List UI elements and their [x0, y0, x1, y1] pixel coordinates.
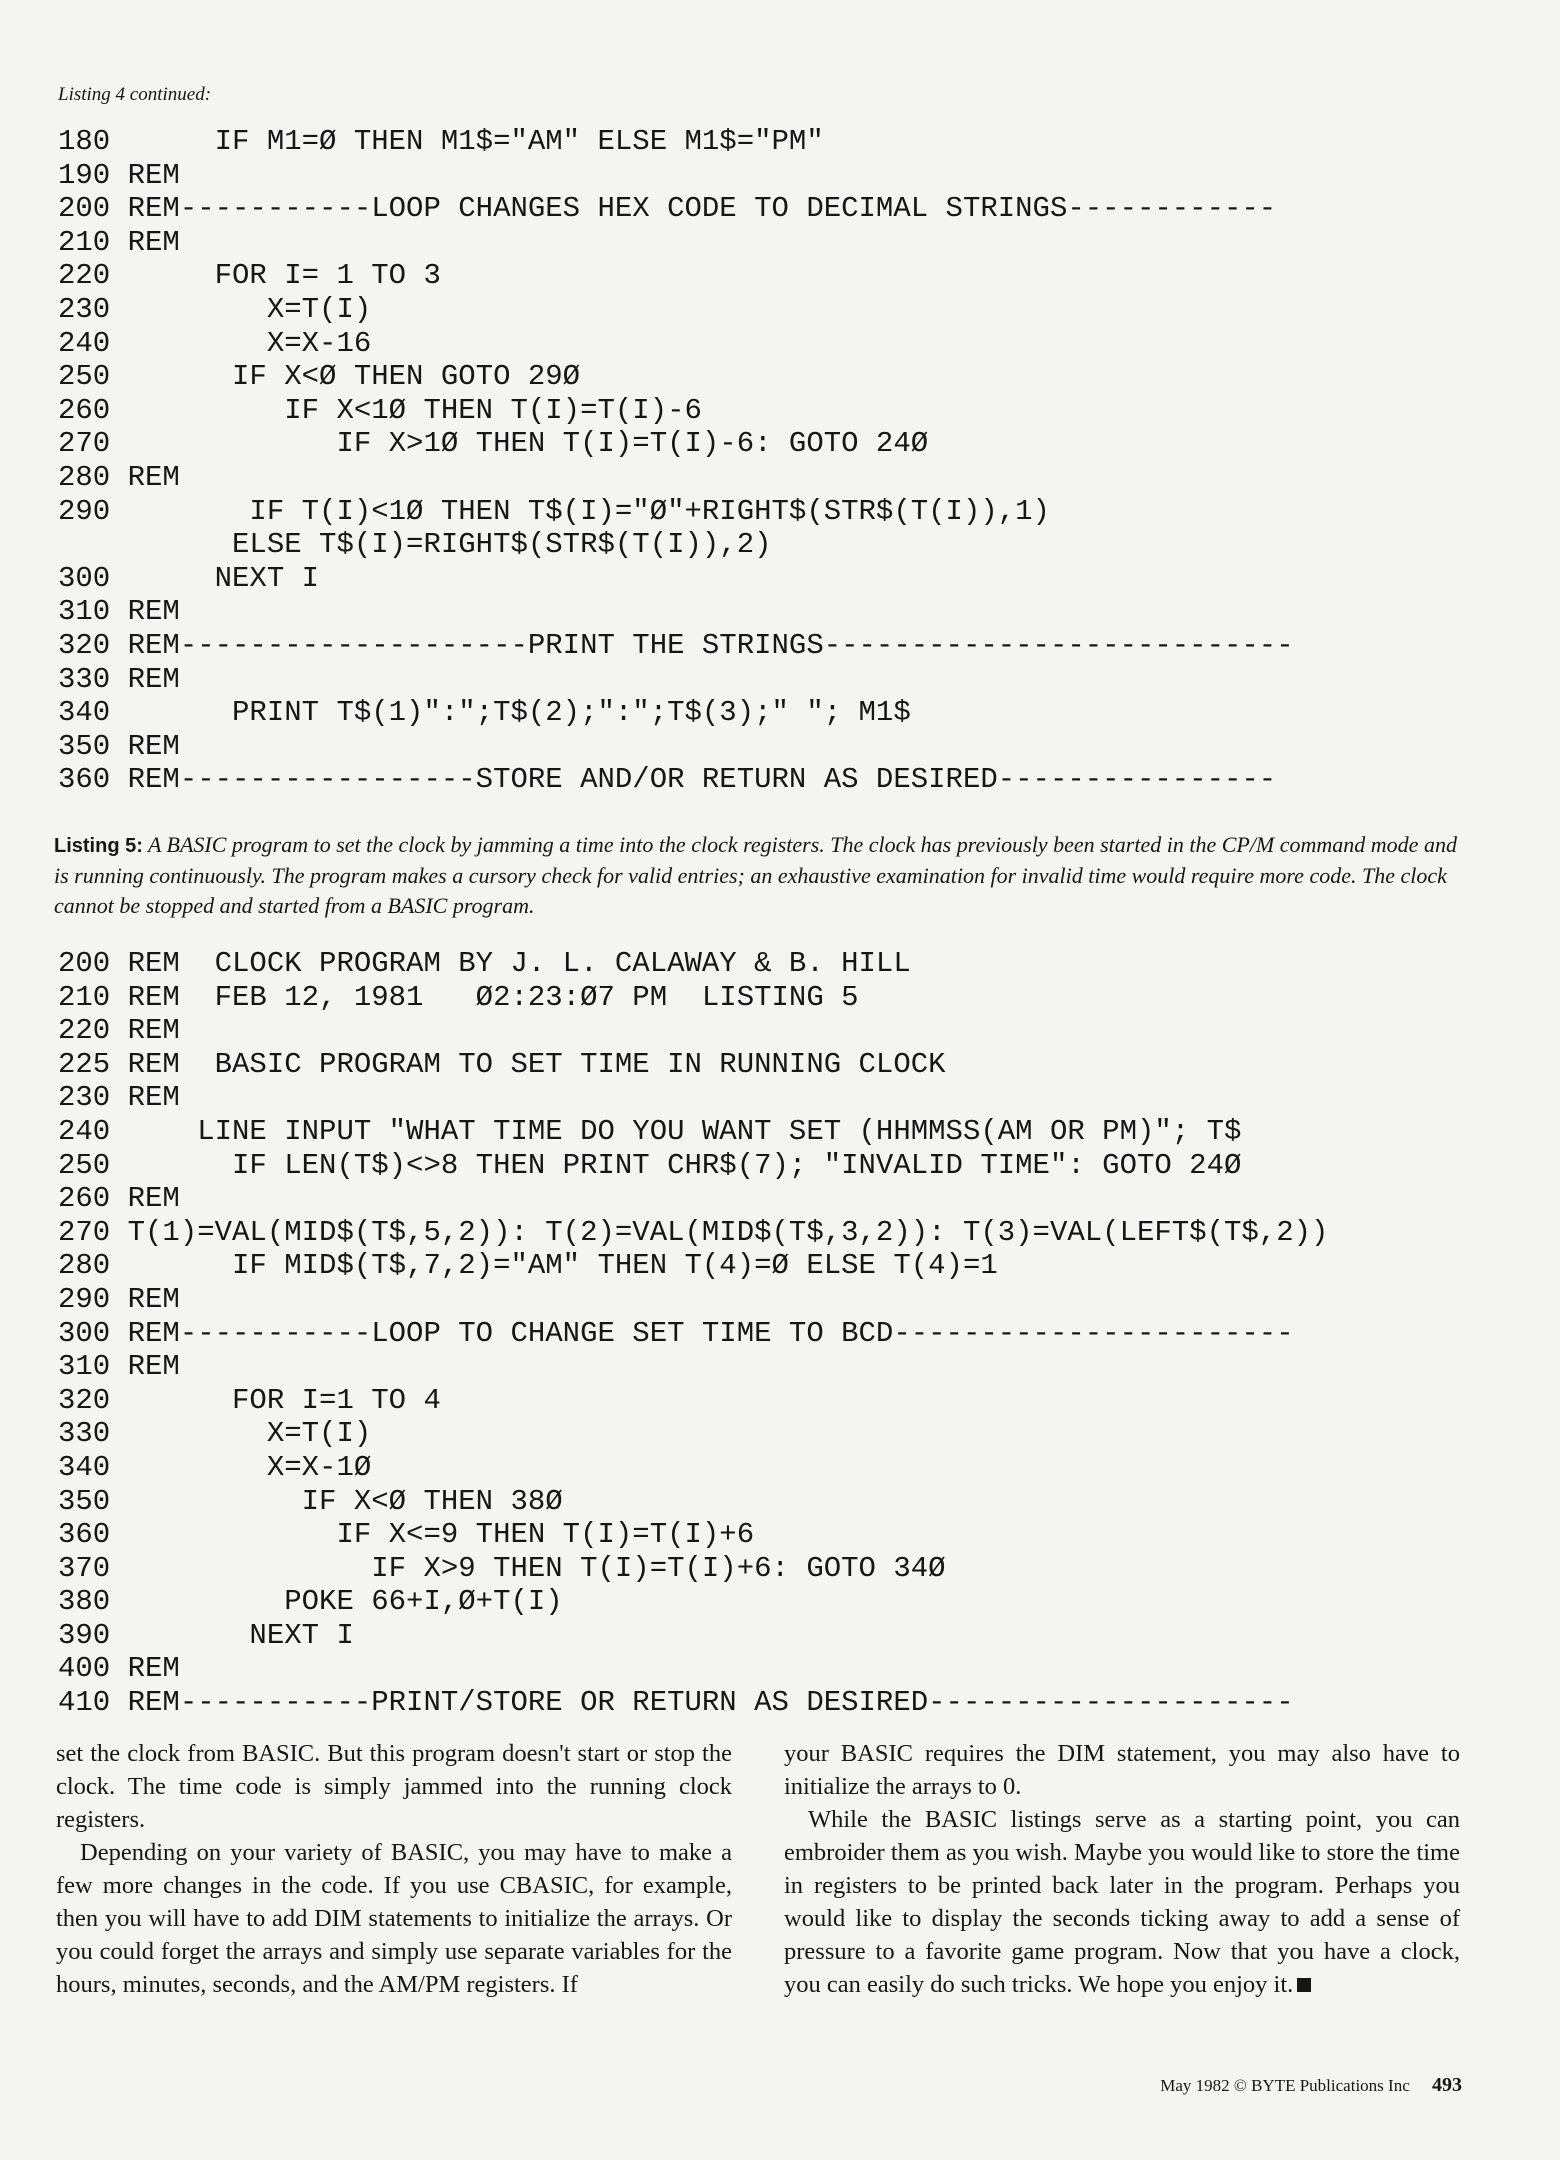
body-paragraph-text: While the BASIC listings serve as a starting point, you can embroider them as you wish. Maybe you would like to store the time in registers to be printed back later in the program. Perhaps you would like to display the seconds ticking away to add a sense of pressure to a favorite game program. Now that you have a clock, you can easily do such tricks. We hope you enjoy it.	[784, 1806, 1460, 1998]
code-line: 220 REM	[58, 1014, 180, 1048]
code-line: 210 REM	[58, 225, 180, 259]
code-line: 270 IF X>1Ø THEN T(I)=T(I)-6: GOTO 24Ø	[58, 427, 929, 461]
code-line: 210 REM FEB 12, 1981 Ø2:23:Ø7 PM LISTING 5	[58, 980, 859, 1014]
code-line: 240 X=X-16	[58, 326, 372, 360]
code-line: 280 IF MID$(T$,7,2)="AM" THEN T(4)=Ø ELSE T(4)=1	[58, 1249, 998, 1283]
code-line: 310 REM	[58, 595, 180, 629]
code-line: 300 REM-----------LOOP TO CHANGE SET TIME TO BCD-----------------------	[58, 1316, 1294, 1350]
footer-credit: May 1982 © BYTE Publications Inc	[1160, 2076, 1410, 2095]
code-line: 240 LINE INPUT "WHAT TIME DO YOU WANT SET (HHMMSS(AM OR PM)"; T$	[58, 1114, 1242, 1148]
code-line: 220 FOR I= 1 TO 3	[58, 259, 441, 293]
code-line: ELSE T$(I)=RIGHT$(STR$(T(I)),2)	[58, 528, 772, 562]
page-number: 493	[1432, 2074, 1462, 2096]
listing-5-caption	[54, 830, 1464, 921]
code-line: 350 REM	[58, 729, 180, 763]
body-paragraph: your BASIC requires the DIM statement, you may also have to initialize the arrays to 0.	[784, 1740, 1460, 1800]
code-line: 340 PRINT T$(1)":";T$(2);":";T$(3);" "; M1$	[58, 696, 911, 730]
code-line: 230 X=T(I)	[58, 292, 372, 326]
code-line: 360 REM-----------------STORE AND/OR RETURN AS DESIRED----------------	[58, 763, 1277, 797]
code-line: 320 REM--------------------PRINT THE STRINGS---------------------------	[58, 628, 1294, 662]
code-line: 350 IF X<Ø THEN 38Ø	[58, 1484, 563, 1518]
code-line: 360 IF X<=9 THEN T(I)=T(I)+6	[58, 1518, 755, 1552]
body-paragraph: Depending on your variety of BASIC, you may have to make a few more changes in the code. If you use CBASIC, for example, then you will have to add DIM statements to initialize the arrays. Or you could forget the arrays and simply use separate variables for the hours, minutes, seconds, and the AM/PM registers. If	[56, 1839, 732, 1998]
code-line: 190 REM	[58, 158, 180, 192]
code-line: 370 IF X>9 THEN T(I)=T(I)+6: GOTO 34Ø	[58, 1551, 946, 1585]
code-line: 320 FOR I=1 TO 4	[58, 1383, 441, 1417]
code-line: 200 REM-----------LOOP CHANGES HEX CODE TO DECIMAL STRINGS------------	[58, 192, 1277, 226]
listing-4-continued-caption: Listing 4 continued:	[58, 84, 212, 105]
code-line: 260 REM	[58, 1182, 180, 1216]
code-line: 340 X=X-1Ø	[58, 1450, 372, 1484]
code-line: 330 X=T(I)	[58, 1417, 372, 1451]
code-line: 270 T(1)=VAL(MID$(T$,5,2)): T(2)=VAL(MID$(T$,3,2)): T(3)=VAL(LEFT$(T$,2))	[58, 1215, 1329, 1249]
code-line: 290 REM	[58, 1282, 180, 1316]
listing-5-caption-text: A BASIC program to set the clock by jamming a time into the clock registers. The clock has previously been started in the CP/M command mode and is running continuously. The program makes a cursory check for valid entries; an exhaustive examination for invalid time would require more code. The clock cannot be stopped and started from a BASIC program.	[54, 832, 1457, 918]
code-line: 330 REM	[58, 662, 180, 696]
code-line: 280 REM	[58, 460, 180, 494]
body-paragraph: set the clock from BASIC. But this program doesn't start or stop the clock. The time code is simply jammed into the running clock registers.	[56, 1740, 732, 1833]
page-footer	[1160, 2074, 1462, 2097]
code-line: 200 REM CLOCK PROGRAM BY J. L. CALAWAY & B. HILL	[58, 947, 911, 980]
code-line: 290 IF T(I)<1Ø THEN T$(I)="Ø"+RIGHT$(STR$(T(I)),1)	[58, 494, 1050, 528]
body-column-right	[784, 1737, 1460, 2001]
code-line: 390 NEXT I	[58, 1618, 354, 1652]
listing-5-code	[58, 947, 1328, 1720]
code-line: 380 POKE 66+I,Ø+T(I)	[58, 1585, 563, 1619]
code-line: 410 REM-----------PRINT/STORE OR RETURN AS DESIRED---------------------	[58, 1686, 1294, 1720]
end-of-article-square-icon	[1297, 1978, 1311, 1992]
code-line: 250 IF X<Ø THEN GOTO 29Ø	[58, 360, 581, 394]
code-line: 180 IF M1=Ø THEN M1$="AM" ELSE M1$="PM"	[58, 125, 824, 158]
code-line: 230 REM	[58, 1081, 180, 1115]
body-paragraph	[784, 1803, 1460, 2001]
listing-5-label: Listing 5:	[54, 835, 143, 857]
code-line: 400 REM	[58, 1652, 180, 1686]
listing-4-code	[58, 125, 1294, 797]
code-line: 300 NEXT I	[58, 561, 320, 595]
body-column-left	[56, 1737, 732, 2001]
code-line: 250 IF LEN(T$)<>8 THEN PRINT CHR$(7); "INVALID TIME": GOTO 24Ø	[58, 1148, 1242, 1182]
code-line: 260 IF X<1Ø THEN T(I)=T(I)-6	[58, 393, 702, 427]
code-line: 225 REM BASIC PROGRAM TO SET TIME IN RUNNING CLOCK	[58, 1047, 946, 1081]
code-line: 310 REM	[58, 1350, 180, 1384]
